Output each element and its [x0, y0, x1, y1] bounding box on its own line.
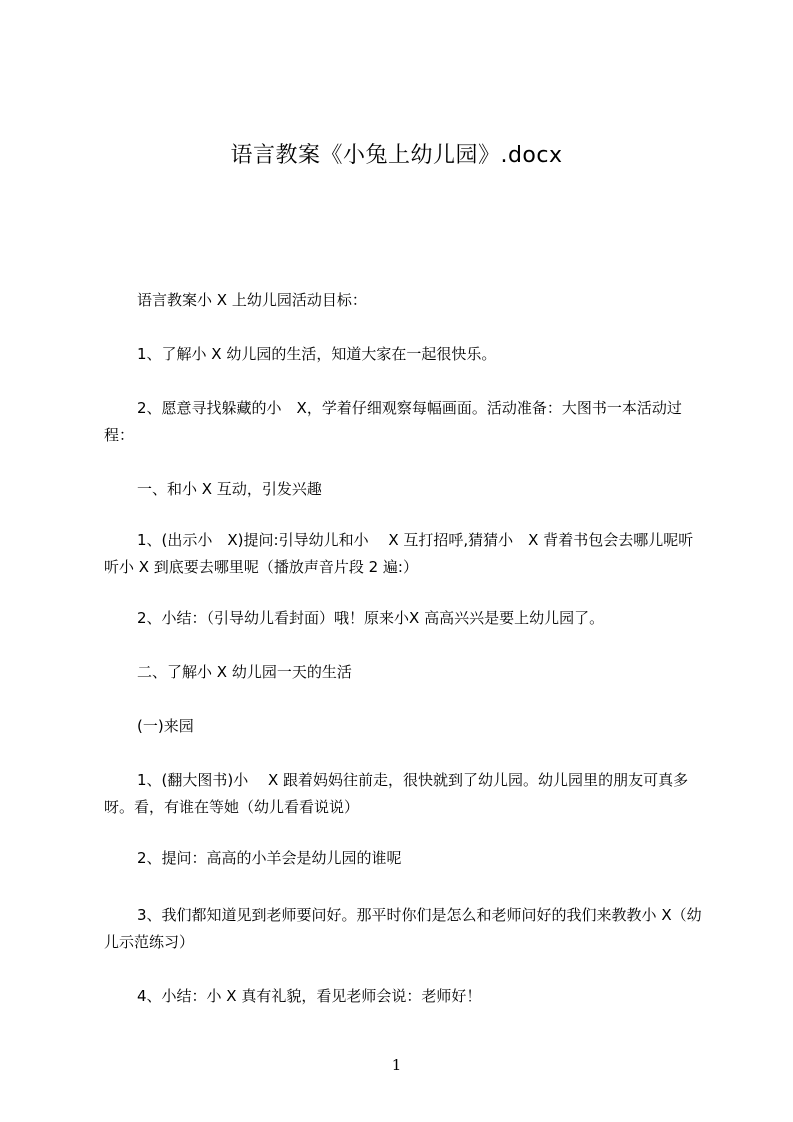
paragraph-objective-1: 1、了解小 X 幼儿园的生活，知道大家在一起很快乐。	[137, 345, 497, 363]
paragraph-subsection-1-item-1: 1、(翻大图书)小 X 跟着妈妈往前走，很快就到了幼儿园。幼儿园里的朋友可真多呀。看，有谁在等她（幼儿看看说说）	[104, 771, 689, 816]
paragraph-objective-2: 2、愿意寻找躲藏的小 X，学着仔细观察每幅画面。活动准备：大图书一本活动过程：	[104, 399, 682, 444]
paragraph-subsection-1-summary: 4、小结：小 X 真有礼貌，看见老师会说：老师好！	[137, 987, 482, 1005]
paragraph-objectives-heading: 语言教案小 X 上幼儿园活动目标：	[137, 291, 367, 309]
paragraph-section-2-heading: 二、了解小 X 幼儿园一天的生活	[137, 663, 352, 681]
paragraph-section-1-heading: 一、和小 X 互动，引发兴趣	[137, 480, 322, 498]
page-number: 1	[391, 1056, 402, 1074]
paragraph-section-1-item-1: 1、(出示小 X)提问:引导幼儿和小 X 互打招呼,猜猜小 X 背着书包会去哪儿呢听听小 X 到底要去哪里呢（播放声音片段 2 遍:）	[104, 531, 694, 576]
document-title: 语言教案《小兔上幼儿园》.docx	[230, 143, 563, 168]
paragraph-section-1-summary: 2、小结：（引导幼儿看封面）哦！原来小X 高高兴兴是要上幼儿园了。	[137, 609, 605, 627]
paragraph-subsection-1-heading: (一)来园	[137, 717, 194, 735]
paragraph-subsection-1-item-2: 2、提问：高高的小羊会是幼儿园的谁呢	[137, 849, 402, 867]
paragraph-subsection-1-item-3: 3、我们都知道见到老师要问好。那平时你们是怎么和老师问好的我们来教教小 X（幼儿示范练习）	[104, 906, 702, 951]
